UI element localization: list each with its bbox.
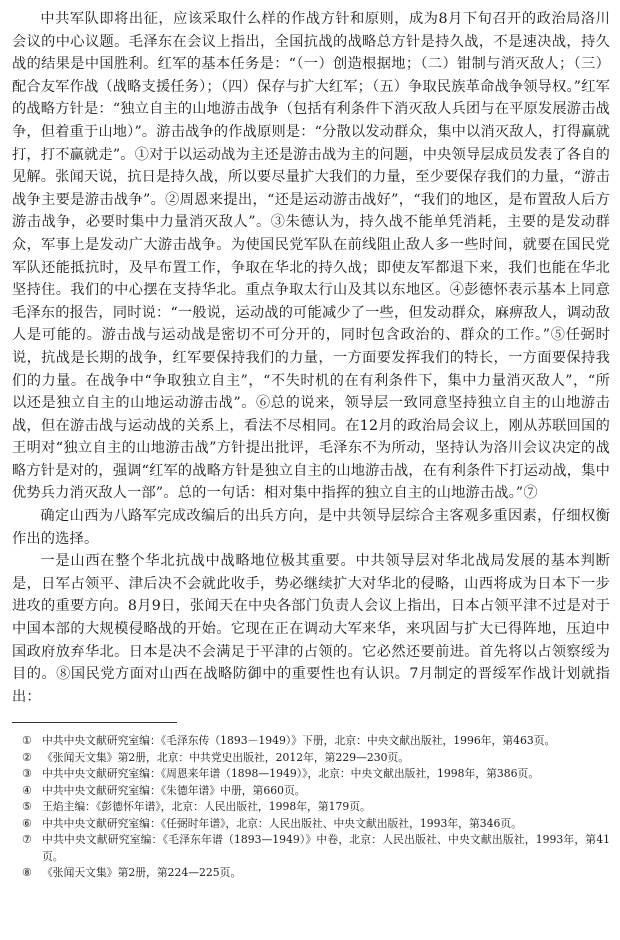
- footnote-text: 王焰主编：《彭德怀年谱》，北京：人民出版社，1998年，第179页。: [42, 800, 371, 814]
- footnote-mark: ⑤: [22, 800, 32, 814]
- footnote-text: 中共中央文献研究室编：《任弼时年谱》，北京：人民出版社、中央文献出版社，1993年，第346页。: [42, 816, 522, 830]
- footnote-1: [12, 733, 610, 750]
- footnote-text: 《张闻天文集》第2册，第224—225页。: [42, 866, 242, 880]
- footnote-text: 中共中央文献研究室编：《周恩来年谱（1898—1949）》，北京：中央文献出版社，1998年，第386页。: [42, 767, 540, 781]
- footnote-text: 中共中央文献研究室编：《毛泽东传（1893－1949）》下册，北京：中央文献出版社，1996年，第463页。: [42, 734, 556, 748]
- footnote-text: 《张闻天文集》第2册，北京：中共党史出版社，2012年，第229—230页。: [42, 750, 410, 764]
- footnote-mark: ②: [22, 750, 32, 764]
- footnote-mark: ④: [22, 783, 32, 797]
- paragraph-shanxi-importance: 一是山西在整个华北抗战中战略地位极其重要。中共领导层对华北战局发展的基本判断是，日军占领平、津后决不会就此收手，势必继续扩大对华北的侵略，山西将成为日本下一步进攻的重要方向。8月9日，张闻天在中央各部门负责人会议上指出，日本占领平津不过是对于中国本部的大规模侵略战的开始。它现在正在调动大军来华，来巩固与扩大已得阵地，压迫中国政府放弃华北。日本是决不会满足于平津的占领的。它必然还要前进。首先将以占领察绥为目的。⑧国民党方面对山西在战略防御中的重要性也有认识。7月制定的晋绥军作战计划就指出：: [12, 553, 610, 705]
- footnote-mark: ③: [22, 767, 32, 781]
- paragraph-shanxi-direction: 确定山西为八路军完成改编后的出兵方向，是中共领导层综合主客观多重因素，仔细权衡作出的选择。: [12, 508, 610, 547]
- footnote-mark: ⑦: [22, 833, 32, 847]
- footnotes: [12, 733, 610, 882]
- footnote-8: [12, 865, 610, 882]
- footnote-mark: ⑥: [22, 816, 32, 830]
- footnote-4: [12, 783, 610, 800]
- footnote-6: [12, 816, 610, 833]
- footnote-3: [12, 766, 610, 783]
- paragraph-luochuan-meeting: 中共军队即将出征，应该采取什么样的作战方针和原则，成为8月下旬召开的政治局洛川会议的中心议题。毛泽东在会议上指出，全国抗战的战略总方针是持久战，不是速决战，持久战的结果是中国胜利。红军的基本任务是：“（一）创造根据地；（二）钳制与消灭敌人；（三）配合友军作战（战略支援任务）；（四）保存与扩大红军；（五）争取民族革命战争领导权。”红军的战略方针是：“独立自主的山地游击战争（包括有利条件下消灭敌人兵团与在平原发展游击战争，但着重于山地）”。游击战争的作战原则是：“分散以发动群众，集中以消灭敌人，打得赢就打，打不赢就走”。①对于以运动战为主还是游击战为主的问题，中央领导层成员发表了各自的见解。张闻天说，抗日是持久战，所以要尽量扩大我们的力量，至少要保存我们的力量，“游击战争主要是游击战争”。②周恩来提出，“还是运动游击战好”，“我们的地区，是布置敌人后方游击战争，必要时集中力量消灭敌人”。③朱德认为，持久战不能单凭消耗，主要的是发动群众，军事上是发动广大游击战争。为使国民党军队在前线阻止敌人多一些时间，就要在国民党军队还能抵抗时，及早布置工作，争取在华北的持久战；即使友军都退下来，我们也能在华北坚持住。我们的中心摆在支持华北。重点争取太行山及其以东地区。④彭德怀表示基本上同意毛泽东的报告，同时说：“一般说，运动战的可能减少了一些，但发动群众，麻痹敌人，调动敌人是可能的。游击战与运动战是密切不可分开的，同时包含政治的、群众的工作。”⑤任弼时说，抗战是长期的战争，红军要保持我们的力量，一方面要发挥我们的特长，一方面要保持我们的力量。在战争中“争取独立自主”，“不失时机的在有利条件下，集中力量消灭敌人”，“所以还是独立自主的山地运动游击战”。⑥总的说来，领导层一致同意坚持独立自主的山地游击战，但在游击战与运动战的关系上，看法不尽相同。在12月的政治局会议上，刚从苏联回国的王明对“独立自主的山地游击战”方针提出批评，毛泽东不为所动，坚持认为洛川会议决定的战略方针是对的，强调“红军的战略方针是独立自主的山地游击战，在有利条件下打运动战，集中优势兵力消灭敌人一部”。总的一句话：相对集中指挥的独立自主的山地游击战。”⑦: [12, 11, 610, 502]
- footnote-divider: [12, 722, 177, 723]
- footnote-5: [12, 799, 610, 816]
- footnote-2: [12, 750, 610, 767]
- footnote-mark: ⑧: [22, 866, 32, 880]
- footnote-7: [12, 832, 610, 865]
- footnote-mark: ①: [22, 734, 32, 748]
- footnote-text: 中共中央文献研究室编：《毛泽东年谱（1893—1949）》中卷，北京：人民出版社、中央文献出版社，1993年，第41页。: [42, 833, 610, 863]
- footnote-text: 中共中央文献研究室编：《朱德年谱》中册，第660页。: [42, 783, 306, 797]
- body-text: [12, 8, 610, 708]
